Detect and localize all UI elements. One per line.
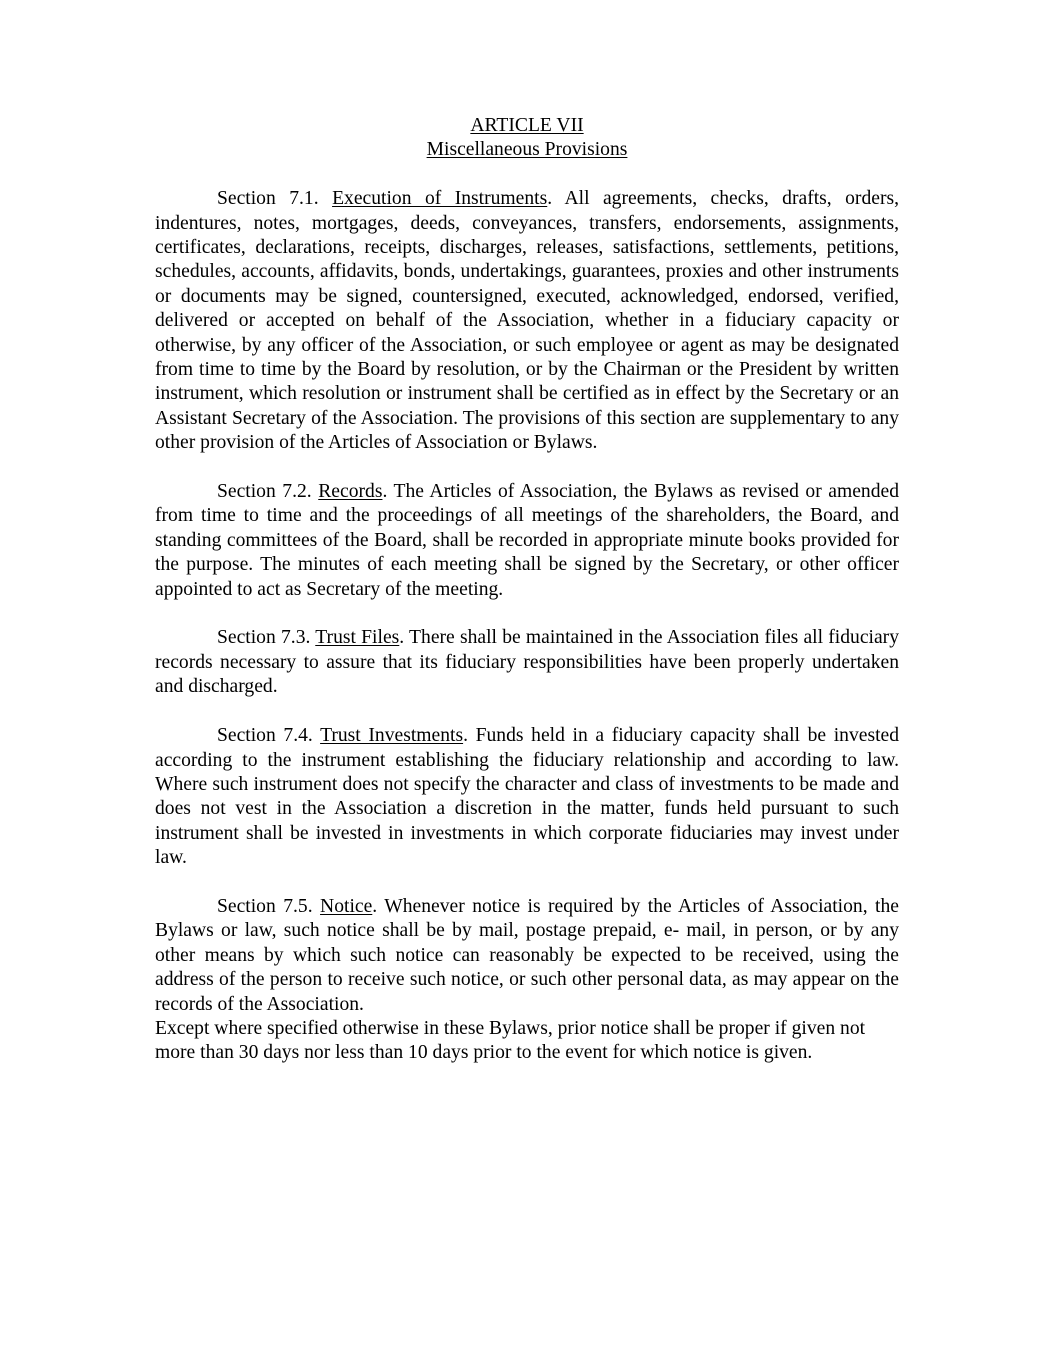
section-body: . Funds held in a fiduciary capacity shall be invested according to the instrument establishing the fiduciary relationship and according to law. Where such instrument does not specify the character and class of investments to be made and does not vest in the Association a discretion in the matter, funds held pursuant to such instrument shall be invested in investments in which corporate fiduciaries may invest under law. bbox=[155, 725, 900, 869]
section-body: . All agreements, checks, drafts, orders, indentures, notes, mortgages, deeds, conveyances, transfers, endorsements, assignments, certificates, declarations, receipts, discharges, releases, satisfactions, settlements, petitions, schedules, accounts, affidavits, bonds, undertakings, guarantees, proxies and other instruments or documents may be signed, countersigned, executed, acknowledged, endorsed, verified, delivered or accepted on behalf of the Association, whether in a fiduciary capacity or otherwise, by any officer of the Association, or such employee or agent as may be designated from time to time by the Board by resolution, or by the Chairman or the President by written instrument, which resolution or instrument shall be certified as in effect by the Secretary or an Assistant Secretary of the Association. The provisions of this section are supplementary to any other provision of the Articles of Association or Bylaws. bbox=[155, 188, 900, 454]
section-7-5 bbox=[155, 895, 899, 1017]
section-7-2 bbox=[155, 480, 899, 602]
section-7-1 bbox=[155, 187, 899, 455]
section-body: . Whenever notice is required by the Articles of Association, the Bylaws or law, such notice shall be by mail, postage prepaid, e- mail, in person, or by any other means by which such notice can reasonably be expected to be received, using the address of the person to receive such notice, or such other personal data, as may appear on the records of the Association. bbox=[155, 895, 899, 1015]
section-title: Notice bbox=[320, 895, 373, 917]
closing-paragraph: Except where specified otherwise in these Bylaws, prior notice shall be proper if given not more than 30 days nor less than 10 days prior to the event for which notice is given. bbox=[155, 1017, 866, 1064]
section-body: . The Articles of Association, the Bylaws as revised or amended from time to time and the proceedings of all meetings of the shareholders, the Board, and standing committees of the Board, shall be recorded in appropriate minute books provided for the purpose. The minutes of each meeting shall be signed by the Secretary, or other officer appointed to act as Secretary of the meeting. bbox=[155, 481, 899, 600]
section-7-3 bbox=[155, 626, 899, 699]
section-7-4 bbox=[155, 724, 899, 870]
document-page bbox=[155, 114, 899, 1066]
section-title: Trust Files bbox=[315, 627, 400, 649]
section-number: Section 7.2. bbox=[217, 481, 312, 503]
article-number: ARTICLE VII bbox=[470, 115, 584, 136]
section-number: Section 7.5. bbox=[217, 895, 313, 917]
article-title: Miscellaneous Provisions bbox=[426, 139, 628, 161]
section-title: Execution of Instruments bbox=[332, 188, 548, 210]
section-number: Section 7.3. bbox=[217, 627, 311, 649]
section-number: Section 7.4. bbox=[217, 725, 313, 747]
section-number: Section 7.1. bbox=[217, 188, 319, 210]
section-title: Records bbox=[318, 481, 383, 503]
section-title: Trust Investments bbox=[320, 725, 464, 747]
section-body: . There shall be maintained in the Association files all fiduciary records necessary to assure that its fiduciary responsibilities have been properly undertaken and discharged. bbox=[155, 627, 899, 698]
